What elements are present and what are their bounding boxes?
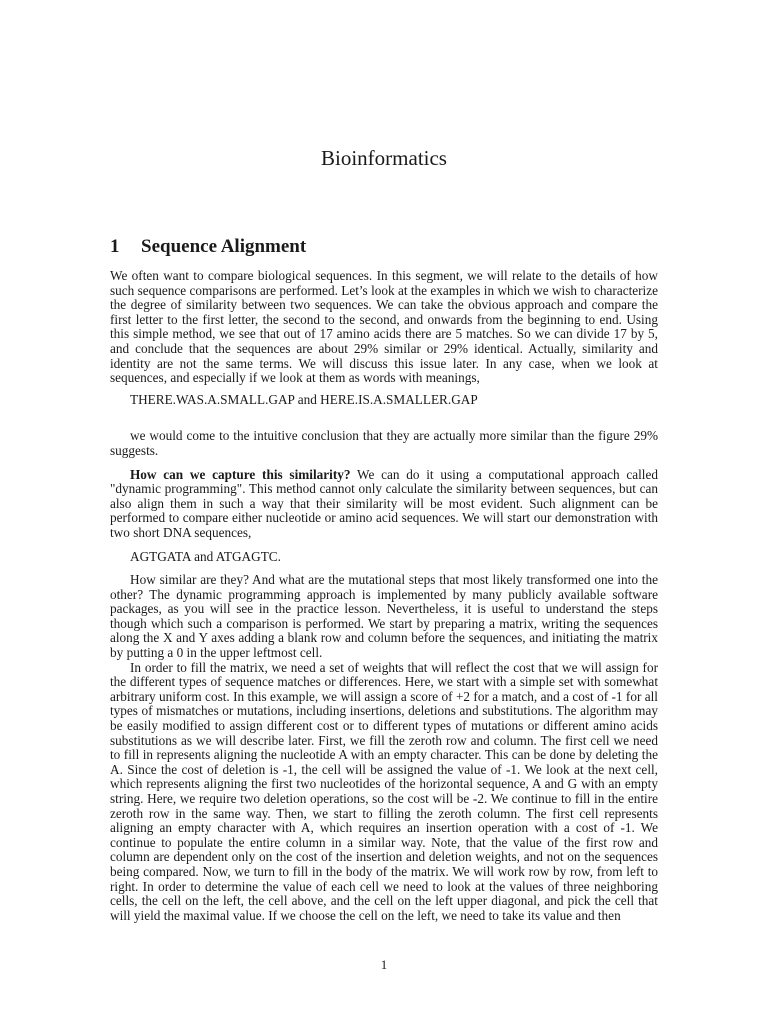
paragraph-matrix-filling: In order to fill the matrix, we need a set of weights that will reflect the cost that we will assign for the different types of sequence matches or differences. Here, we start with a simple set with somewhat arbitrary uniform cost. In this example, we will assign a score of +2 for a match, and a cost of -1 for all types of mismatches or mutations, including insertions, deletions and substitutions. The algorithm may be easily modified to assign different cost or to different types of mutations or different amino acids substitutions as we will describe later. First, we fill the zeroth row and column. The first cell we need to fill in represents aligning the nucleotide A with an empty character. This can be done by deleting the A. Since the cost of deletion is -1, the cell will be assigned the value of -1. We look at the next cell, which represents aligning the first two nucleotides of the horizontal sequence, A and G with an empty string. Here, we require two deletion operations, so the cost will be -2. We continue to fill in the entire zeroth row in the same way. Then, we start to filling the zeroth column. The first cell represents aligning an empty character with A, which requires an insertion operation with a cost of -1. We continue to populate the entire column in a similar way. Note, that the value of the first row and column are dependent only on the cost of the insertion and deletion weights, and not on the sequences being compared. Now, we turn to fill in the body of the matrix. We will work row by row, from left to right. In order to determine the value of each cell we need to look at the values of three neighboring cells, the cell on the left, the cell above, and the cell on the left upper diagonal, and pick the cell that will yield the maximal value. If we choose the cell on the left, we need to take its value and then bbox=[110, 659, 658, 923]
bold-question: How can we capture this similarity? bbox=[130, 466, 351, 482]
paragraph-matrix-setup: How similar are they? And what are the mutational steps that most likely transformed one into the other? The dynamic programming approach is implemented by many publicly available software packages, as you will see in the practice lesson. Nevertheless, it is useful to understand the steps though which such a comparison is performed. We start by preparing a matrix, writing the sequences along the X and Y axes adding a blank row and column before the sequences, and initiating the matrix by putting a 0 in the upper leftmost cell. bbox=[110, 572, 658, 661]
page-number: 1 bbox=[380, 957, 388, 972]
paragraph-intuition: we would come to the intuitive conclusion that they are actually more similar than the figure 29% suggests. bbox=[110, 428, 658, 458]
paragraph-dynamic-programming-text: We can do it using a computational approach called "dynamic programming". This method cannot only calculate the similarity between sequences, but can also align them in such a way that their similarity will be most evident. Such alignment can be performed to compare either nucleotide or amino acid sequences. We will start our demonstration with two short DNA sequences, bbox=[110, 466, 658, 540]
document-body bbox=[110, 269, 658, 923]
paragraph-intro: We often want to compare biological sequences. In this segment, we will relate to the details of how such sequence comparisons are performed. Let’s look at the examples in which we wish to characterize the degree of similarity between two sequences. We can take the obvious approach and compare the first letter to the first letter, the second to the second, and onwards from the beginning to end. Using this simple method, we see that out of 17 amino acids there are 5 matches. So we can divide 17 by 5, and conclude that the sequences are about 29% similar or 29% identical. Actually, similarity and identity are not the same terms. We will discuss this issue later. In any case, when we look at sequences, and especially if we look at them as words with meanings, bbox=[110, 268, 658, 386]
document-title: Bioinformatics bbox=[321, 146, 447, 170]
paragraph-dynamic-programming bbox=[110, 468, 658, 541]
section-title: Sequence Alignment bbox=[141, 236, 307, 257]
section-heading bbox=[110, 236, 306, 258]
example-dna-sequences: AGTGATA and ATGAGTC. bbox=[130, 548, 281, 564]
section-number: 1 bbox=[110, 236, 120, 257]
example-sentences: THERE.WAS.A.SMALL.GAP and HERE.IS.A.SMALLER.GAP bbox=[130, 391, 478, 407]
